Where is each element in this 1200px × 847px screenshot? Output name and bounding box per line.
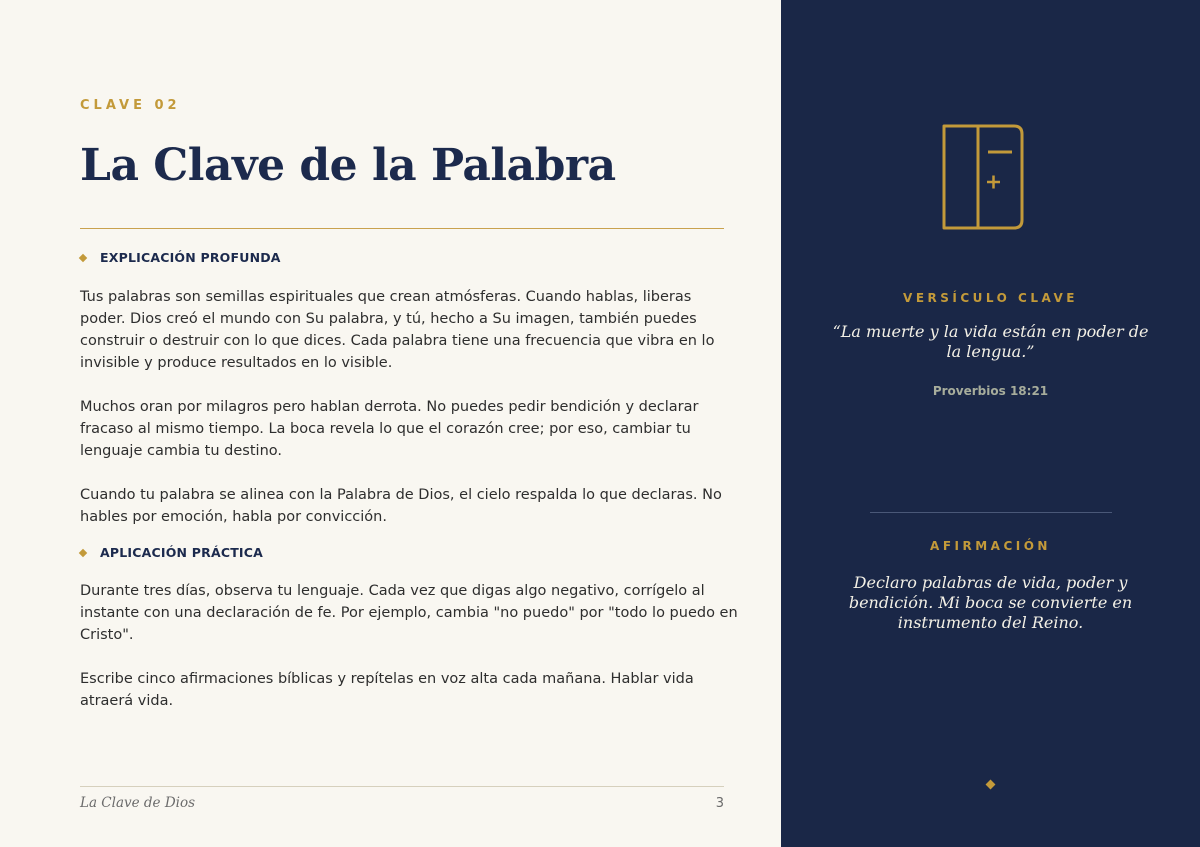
affirmation-text: Declaro palabras de vida, poder y bendición. Mi boca se convierte en instrumento del Reino. [848, 573, 1133, 632]
chapter-eyebrow: CLAVE 02 [80, 98, 181, 113]
paragraph: Durante tres días, observa tu lenguaje. Cada vez que digas algo negativo, corrígelo al instante con una declaración de fe. Por ejemplo, cambia "no puedo" por "todo lo puedo en Cristo". [80, 583, 738, 643]
verse-quote: “La muerte y la vida están en poder de la lengua.” [832, 322, 1149, 361]
verse-reference: Proverbios 18:21 [932, 384, 1049, 398]
sidebar-panel [781, 0, 1200, 847]
title-divider [80, 228, 724, 229]
page-title: La Clave de la Palabra [80, 140, 616, 191]
book-icon [941, 124, 1025, 230]
paragraph: Cuando tu palabra se alinea con la Palabra de Dios, el cielo respalda lo que declaras. No hables por emoción, habla por convicción. [80, 487, 722, 525]
section-heading-aplicacion [80, 545, 263, 560]
paragraph: Escribe cinco afirmaciones bíblicas y repítelas en voz alta cada mañana. Hablar vida atraerá vida. [80, 671, 694, 709]
paragraph: Muchos oran por milagros pero hablan derrota. No puedes pedir bendición y declarar fracaso al mismo tiempo. La boca revela lo que el corazón cree; por eso, cambiar tu lenguaje cambia tu destino. [80, 399, 699, 459]
footer-divider [80, 786, 724, 787]
paragraph: Tus palabras son semillas espirituales que crean atmósferas. Cuando hablas, liberas poder. Dios creó el mundo con Su palabra, y tú, hecho a Su imagen, también puedes construir o destruir con lo que dices. Cada palabra tiene una frecuencia que vibra en lo invisible y produce resultados en lo visible. [80, 289, 715, 371]
section-label: APLICACIÓN PRÁCTICA [100, 545, 264, 560]
section-label: EXPLICACIÓN PROFUNDA [100, 250, 281, 265]
verse-label: VERSÍCULO CLAVE [903, 291, 1078, 305]
diamond-bullet-icon [79, 253, 87, 261]
sidebar-divider [870, 512, 1112, 513]
section-heading-explicacion [80, 250, 281, 265]
diamond-bullet-icon [79, 548, 87, 556]
page-number: 3 [715, 796, 724, 811]
footer-book-title: La Clave de Dios [80, 795, 196, 811]
diamond-ornament-icon [986, 780, 996, 790]
affirmation-label: AFIRMACIÓN [930, 539, 1051, 553]
